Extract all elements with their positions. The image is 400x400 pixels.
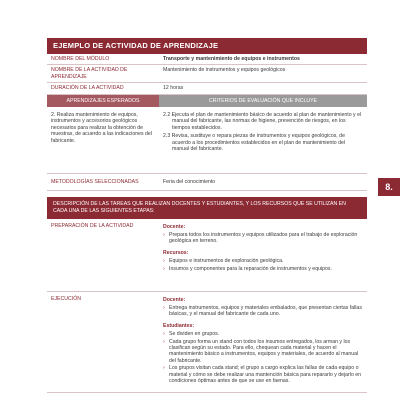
- criterios-header: CRITERIOS DE EVALUACIÓN QUE INCLUYE: [159, 94, 367, 107]
- info-value: 12 horas: [159, 83, 367, 94]
- criterio-item: 2.3 Revisa, sustituye o repara piezas de instrumentos y equipos geológicos, de acuerdo a los procedimientos establecidos en el plan de mantenimiento del manual del fabricante.: [163, 133, 346, 153]
- list-item: › Insumos y componentes para la reparación de instrumentos y equipos.: [163, 266, 363, 272]
- sheet-title: EJEMPLO DE ACTIVIDAD DE APRENDIZAJE: [47, 38, 367, 54]
- metodologias-row: [47, 174, 367, 191]
- activity-sheet: [47, 38, 367, 393]
- list-item: › Se dividen en grupos.: [163, 331, 363, 337]
- list-item: › Los grupos visitan cada stand; el grupo a cargo explica las fallas de cada equipo o material y cómo se debe realizar una mantención básica para repararlo y dejarlo en condiciones óptimas antes de que se use en faenas.: [163, 365, 363, 384]
- estudiantes-title: Estudiantes:: [163, 322, 195, 329]
- ejecucion-row: [47, 291, 367, 392]
- preparacion-label: PREPARACIÓN DE LA ACTIVIDAD: [47, 219, 159, 292]
- aprendizaje-text: 2. Realiza mantenimiento de equipos, instrumentos y accesorios geológicos necesarios para realizar la obtención de muestras, de acuerdo a las indicaciones del fabricante.: [47, 107, 159, 174]
- ejecucion-content: [159, 291, 367, 392]
- recursos-title: Recursos:: [163, 249, 189, 256]
- info-row: [47, 83, 367, 94]
- criterios-cell: [159, 107, 367, 174]
- criterio-item: 2.2 Ejecuta el plan de mantenimiento básico de acuerdo al plan de mantenimiento y el manual del fabricante, las normas de higiene, prevención de riesgos, en los tiempos establecidos.: [163, 112, 362, 131]
- aprendizajes-header: APRENDIZAJES ESPERADOS: [47, 94, 159, 107]
- docente-title: Docente:: [163, 296, 186, 303]
- info-row: [47, 54, 367, 65]
- stages-table: [47, 219, 367, 393]
- list-item: › Cada grupo forma un stand con todos los insumos entregados, los arman y los clasifican según su estado. Para ello, chequean cada material y hacen el mantenimiento básico a instrumentos, equipos y materiales, de acuerdo al manual del fabricante.: [163, 339, 363, 365]
- docente-title: Docente:: [163, 223, 186, 230]
- metodologias-value: Feria del conocimiento: [159, 174, 367, 191]
- info-label: DURACIÓN DE LA ACTIVIDAD: [47, 83, 159, 94]
- metodologias-label: METODOLOGÍAS SELECCIONADAS: [47, 174, 159, 191]
- ejecucion-label: EJECUCIÓN: [47, 291, 159, 392]
- info-table: [47, 54, 367, 191]
- info-value: Transporte y mantenimiento de equipos e instrumentos: [159, 54, 367, 65]
- info-label: NOMBRE DEL MÓDULO: [47, 54, 159, 65]
- preparacion-row: [47, 219, 367, 292]
- list-item: › Equipos e instrumentos de exploración geológica.: [163, 258, 363, 264]
- info-label: NOMBRE DE LA ACTIVIDAD DE APRENDIZAJE: [47, 65, 159, 83]
- criteria-row: [47, 107, 367, 174]
- list-item: › Entrega instrumentos, equipos y materiales embalados, que presentan ciertas fallas básicas, y el manual del fabricante de cada uno.: [163, 305, 363, 318]
- page-number-badge: 8.: [378, 178, 400, 196]
- info-value: Mantenimiento de instrumentos y equipos geológicos: [159, 65, 367, 83]
- preparacion-content: [159, 219, 367, 292]
- info-row: [47, 65, 367, 83]
- criteria-header-row: [47, 94, 367, 107]
- tasks-description: DESCRIPCIÓN DE LAS TAREAS QUE REALIZAN DOCENTES Y ESTUDIANTES, Y LOS RECURSOS QUE SE UTILIZAN EN CADA UNA DE LAS SIGUIENTES ETAPAS:: [47, 197, 367, 218]
- list-item: › Prepara todos los instrumentos y equipos utilizados para el trabajo de exploración geológica en terreno.: [163, 232, 363, 245]
